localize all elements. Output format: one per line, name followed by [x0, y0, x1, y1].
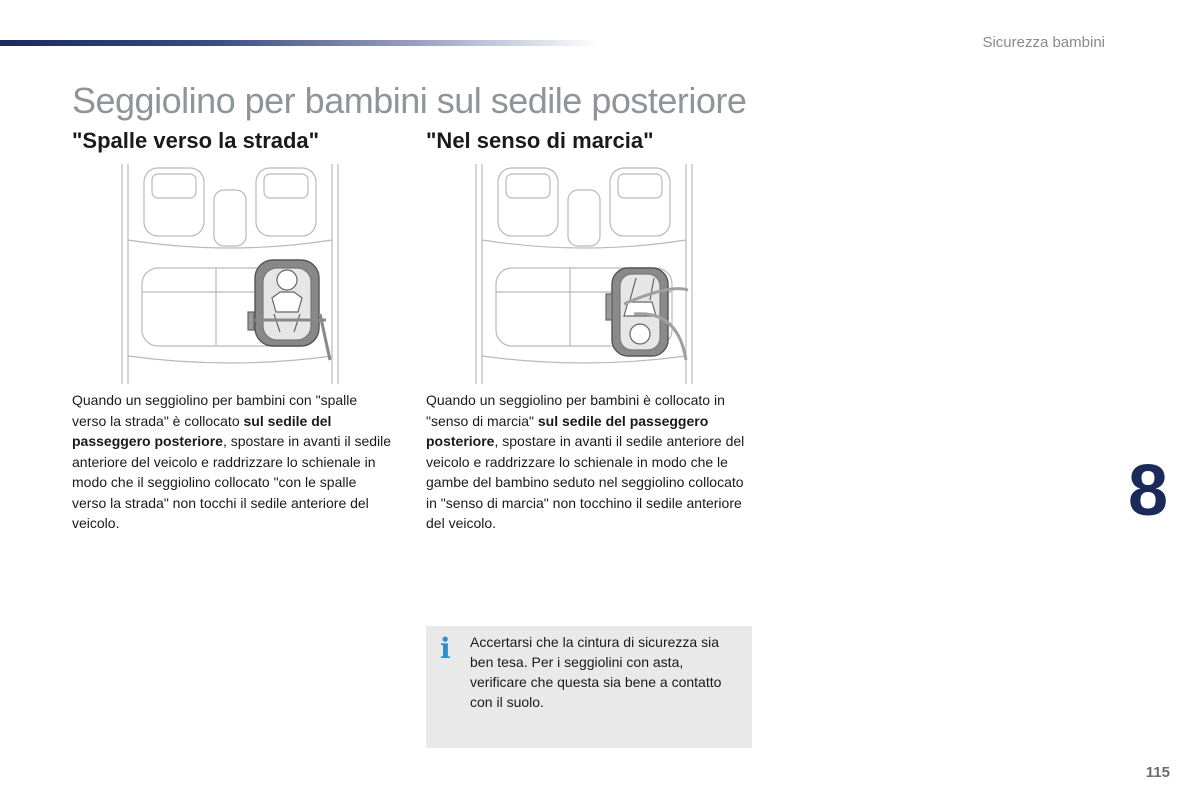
- rear-facing-instructions: [72, 390, 392, 534]
- heading-forward-facing: "Nel senso di marcia": [426, 128, 654, 153]
- info-note-text: Accertarsi che la cintura di sicurezza sia ben tesa. Per i seggiolini con asta, verificare che questa sia bene a contatto con il suolo.: [470, 634, 722, 710]
- heading-rear-facing: "Spalle verso la strada": [72, 128, 320, 153]
- rear-facing-seat-illustration: [120, 164, 340, 384]
- info-note-box: [426, 626, 752, 748]
- page-number: 115: [1145, 764, 1170, 781]
- chapter-number: 8: [1128, 451, 1169, 531]
- rear-facing-text-intro: Quando un seggiolino per bambini con "spalle verso la strada" è collocato: [72, 392, 358, 429]
- forward-facing-text-intro: Quando un seggiolino per bambini è collocato in "senso di marcia": [426, 392, 725, 429]
- info-icon: i: [440, 632, 451, 665]
- rear-facing-text-rest: , spostare in avanti il sedile anteriore del veicolo e raddrizzare lo schienale in modo che il seggiolino collocato "con le spalle verso la strada" non tocchi il sedile anteriore del veicolo.: [72, 433, 392, 531]
- forward-facing-text-rest: , spostare in avanti il sedile anteriore del veicolo e raddrizzare lo schienale in modo che le gambe del bambino seduto nel seggiolino collocato in "senso di marcia" non tocchino il sedile anteriore del veicolo.: [426, 433, 745, 531]
- forward-facing-instructions: [426, 390, 746, 534]
- section-name: Sicurezza bambini: [982, 34, 1105, 51]
- forward-facing-text-bold: sul sedile del passeggero posteriore: [426, 412, 709, 449]
- rear-facing-text-bold: sul sedile del passeggero posteriore: [72, 412, 332, 449]
- page-title: Seggiolino per bambini sul sedile posteriore: [72, 80, 747, 121]
- forward-facing-seat-illustration: [474, 164, 694, 384]
- header-gradient-bar: [0, 40, 600, 46]
